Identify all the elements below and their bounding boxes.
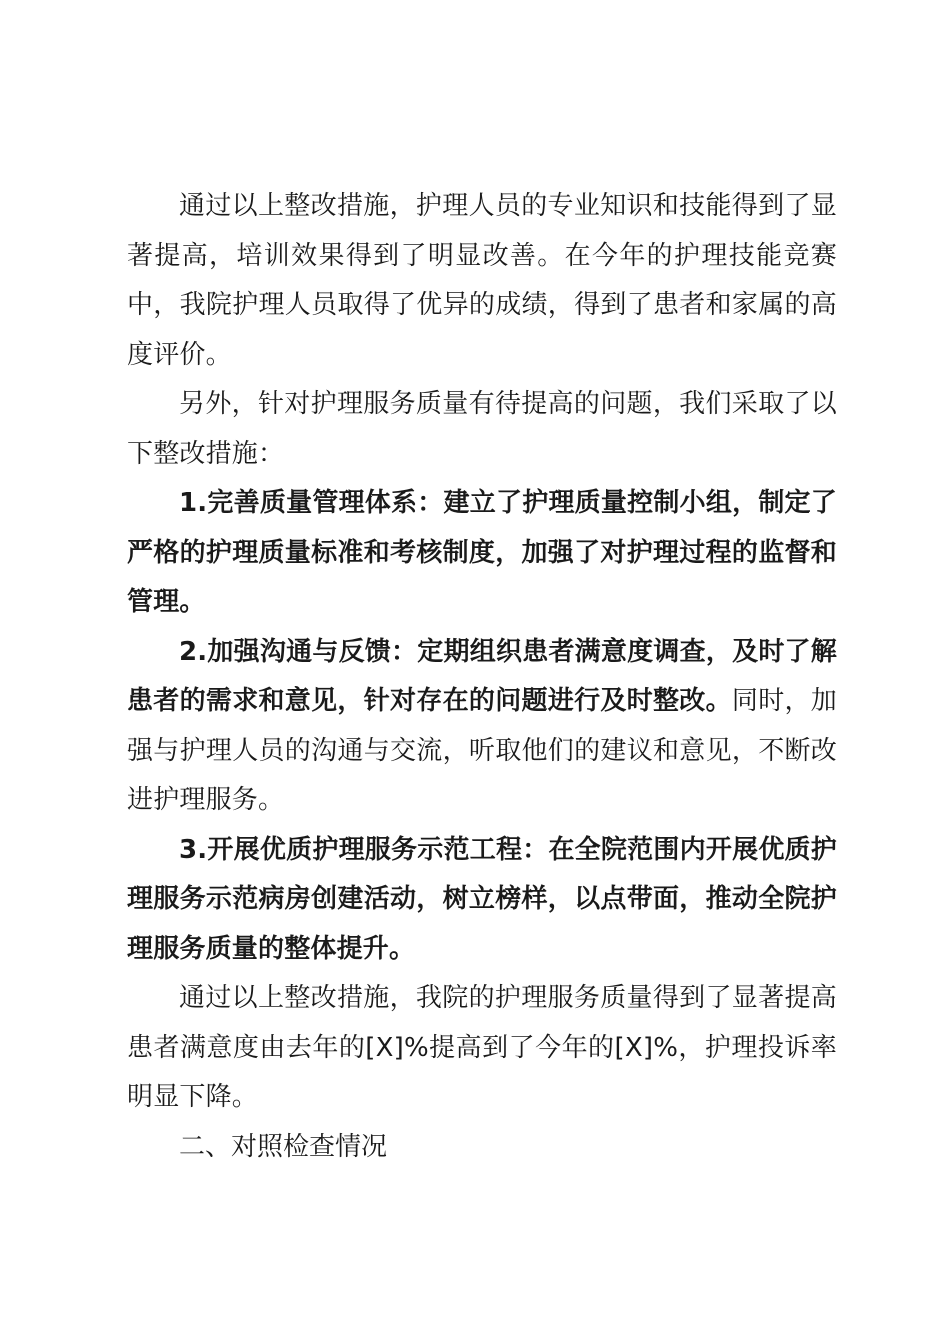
measure-2-regular-text: 同时，加强与护理人员的沟通与交流，听取他们的建议和意见，不断改进护理服务。	[127, 686, 837, 815]
measure-2-bold-text: 2.加强沟通与反馈：定期组织患者满意度调查，及时了解患者的需求和意见，针对存在的问题进行及时整改。	[127, 636, 837, 716]
measure-1-quality-system: 1.完善质量管理体系：建立了护理质量控制小组，制定了严格的护理质量标准和考核制度，加强了对护理过程的监督和管理。	[127, 488, 837, 617]
section-heading: 二、对照检查情况	[179, 1131, 388, 1162]
document-body	[127, 182, 837, 1172]
paragraph-service-quality-intro: 另外，针对护理服务质量有待提高的问题，我们采取了以下整改措施：	[127, 389, 837, 469]
paragraph-training-results: 通过以上整改措施，护理人员的专业知识和技能得到了显著提高，培训效果得到了明显改善。在今年的护理技能竞赛中，我院护理人员取得了优异的成绩，得到了患者和家属的高度评价。	[127, 191, 837, 370]
measure-3-model-project: 3.开展优质护理服务示范工程：在全院范围内开展优质护理服务示范病房创建活动，树立榜样，以点带面，推动全院护理服务质量的整体提升。	[127, 834, 837, 964]
measure-2-communication	[127, 628, 837, 826]
paragraph-service-results: 通过以上整改措施，我院的护理服务质量得到了显著提高患者满意度由去年的[X]%提高到了今年的[X]%，护理投诉率明显下降。	[127, 983, 837, 1112]
